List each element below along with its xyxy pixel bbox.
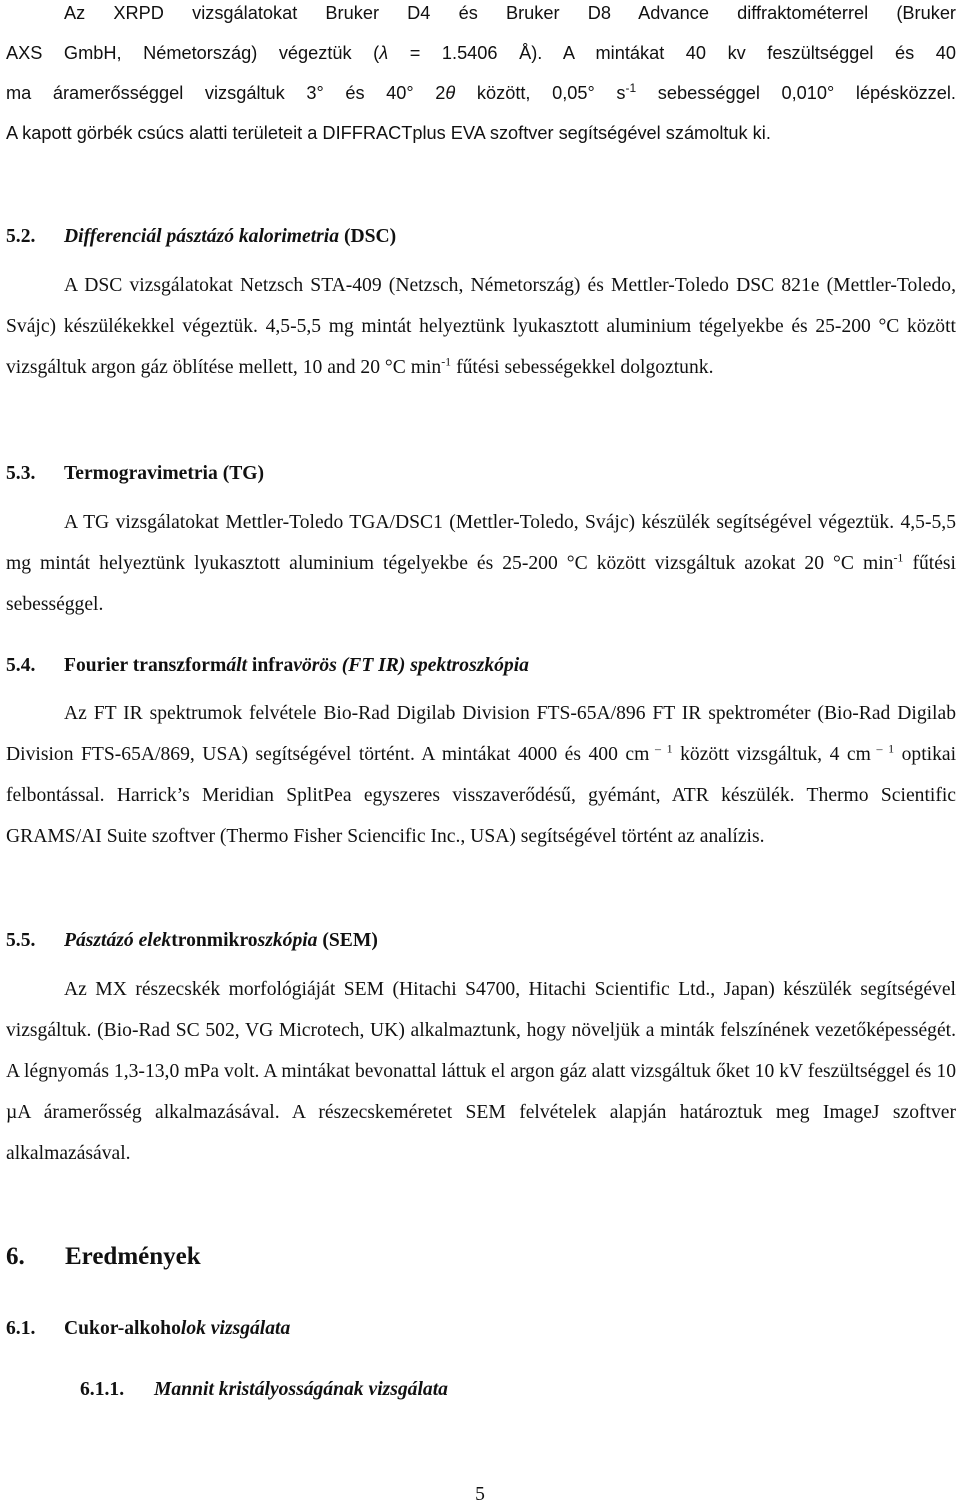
tg-paragraph: A TG vizsgálatokat Mettler-Toledo TGA/DSC1 (Mettler-Toledo, Svájc) készülék segítségével végeztük. 4,5-5,5 mg mintát helyeztünk lyukasztott aluminium tégelyekbe és 25-200 °C között vizsgáltuk azokat 20 °C $\min^{-1}$ fűtési sebességgel.	[6, 512, 956, 615]
sem-paragraph: Az MX részecskék morfológiáját SEM (Hitachi S4700, Hitachi Scientific Ltd., Japan) készülék segítségével vizsgáltuk. (Bio-Rad SC 502, VG Microtech, UK) alkalmaztunk, hogy növeljük a minták felszínének vezetőképességét. A légnyomás 1,3-13,0 mPa volt. A mintákat bevonattal láttuk el argon gáz alatt vizsgáltuk őket 10 kV feszültséggel és 10 µA áramerősség alkalmazásával. A részecskeméretet SEM felvételek alapján határoztuk meg ImageJ szoftver alkalmazásával.	[6, 979, 956, 1164]
xrpd-line-3: ma áramerősséggel vizsgáltuk 3° és 40° 2θ között, 0,05° $s^{-1}$ sebességgel 0,010° lépésközzel.	[6, 80, 956, 103]
heading-6-1-1: 6.1.1. Mannit kristályosságának vizsgálata	[80, 1379, 448, 1400]
heading-5-3: 5.3. Termogravimetria (TG)	[6, 463, 265, 484]
heading-5-2: 5.2. Differenciál pásztázó kalorimetria (DSC)	[6, 226, 397, 247]
dsc-paragraph: A DSC vizsgálatokat Netzsch STA-409 (Netzsch, Németország) és Mettler-Toledo DSC 821e (Mettler-Toledo, Svájc) készülékekkel végeztük. 4,5-5,5 mg mintát helyeztünk lyukasztott aluminium tégelyekbe és 25-200 °C között vizsgáltuk argon gáz öblítése mellett, 10 and 20 °C $\min^{-1}$ fűtési sebességekkel dolgoztunk.	[6, 275, 956, 378]
page-number: 5	[475, 1484, 485, 1505]
ftir-paragraph: Az FT IR spektrumok felvétele Bio-Rad Digilab Division FTS-65A/896 FT IR spektrométer (Bio-Rad Digilab Division FTS-65A/869, USA) segítségével történt. A mintákat 4000 és 400 cm $^{- 1}$ között vizsgáltuk, 4 cm $^{- 1}$ optikai felbontással. Harrick’s Meridian SplitPea egyszeres visszaverődésű, gyémánt, ATR készülék. Thermo Scientific GRAMS/AI Suite szoftver (Thermo Fisher Sciencific Inc., USA) segítségével történt az analízis.	[6, 703, 957, 847]
heading-5-4: 5.4. Fourier transzformált infravörös (FT IR) spektroszkópia	[6, 655, 529, 676]
xrpd-line-4: A kapott görbék csúcs alatti területeit a DIFFRACTplus EVA szoftver segítségével számoltuk ki.	[6, 123, 771, 143]
heading-5-5: 5.5. Pásztázó elektronmikroszkópia (SEM)	[6, 930, 378, 951]
xrpd-line-2: AXS GmbH, Németország) végeztük (λ = 1.5406 Å). A mintákat 40 kv feszültséggel és 40	[6, 43, 956, 63]
xrpd-line-1: Az XRPD vizsgálatokat Bruker D4 és Bruker D8 Advance diffraktométerrel (Bruker	[64, 3, 956, 23]
heading-6-1: 6.1. Cukor-alkoholok vizsgálata	[6, 1318, 291, 1339]
xrpd-paragraph	[6, 0, 956, 153]
heading-6: 6. Eredmények	[6, 1243, 201, 1270]
